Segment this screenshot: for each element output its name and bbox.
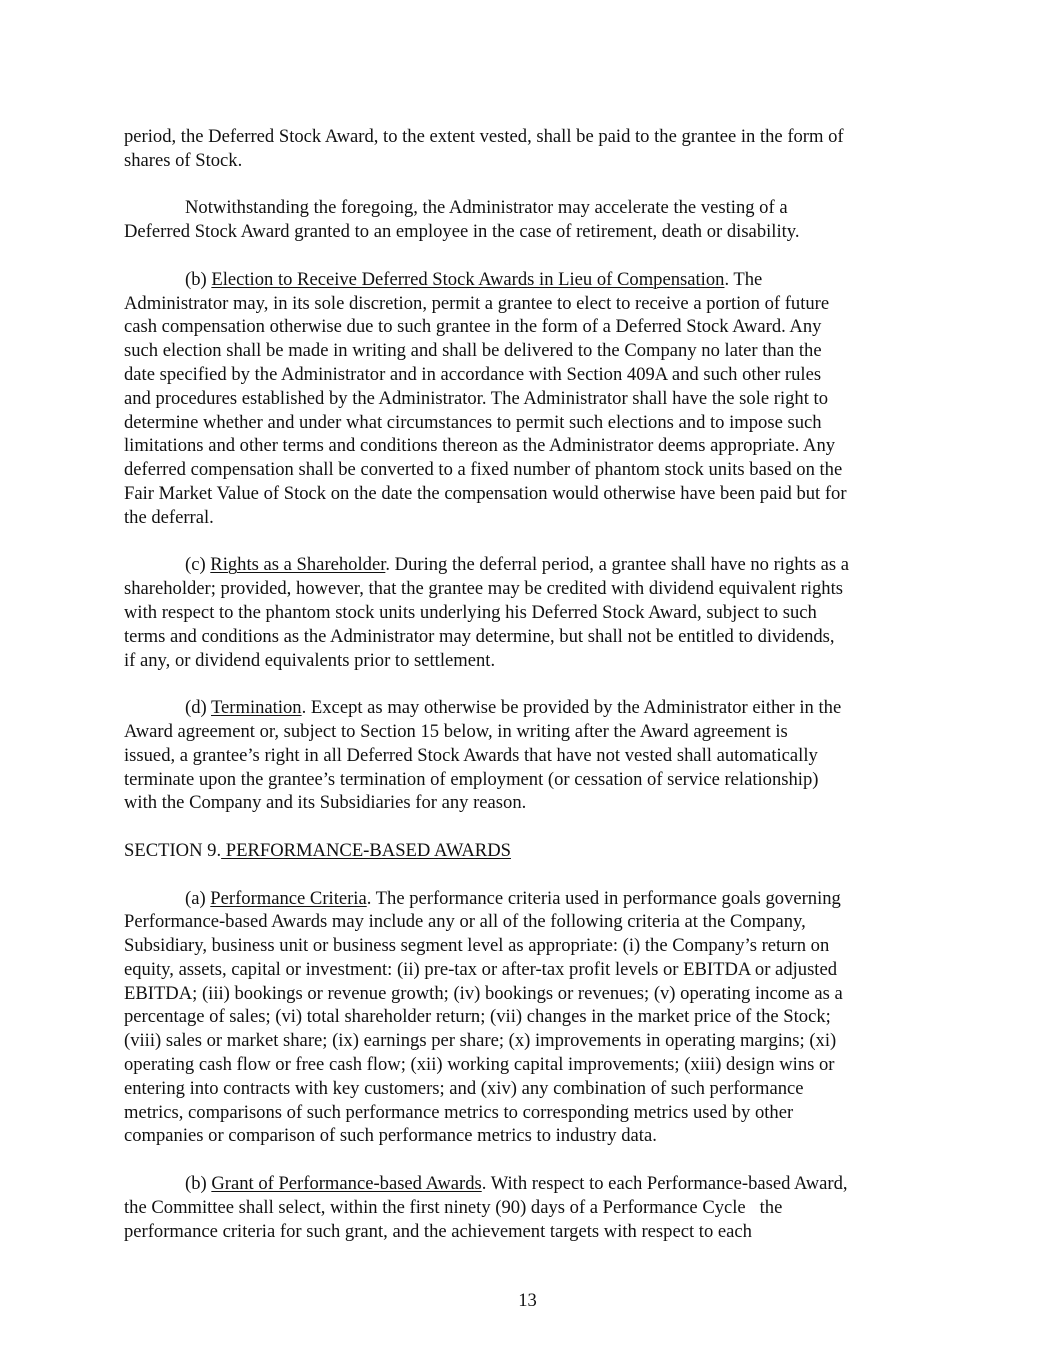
text-line: percentage of sales; (vi) total shareholder return; (vii) changes in the market price of the Stock; [124,1006,831,1028]
text-line: . The performance criteria used in performance goals governing [366,887,841,909]
text-line: shareholder; provided, however, that the grantee may be credited with dividend equivalent rights [124,578,844,600]
section-title: PERFORMANCE-BASED AWARDS [221,839,511,861]
paragraph-label: (a) [185,887,211,909]
paragraph-heading: Termination [211,697,302,719]
section-prefix: SECTION 9. [124,839,222,861]
text-line: (viii) sales or market share; (ix) earnings per share; (x) improvements in operating margins; (xi) [124,1030,837,1052]
paragraph-label: (d) [185,697,211,719]
text-line: limitations and other terms and conditions thereon as the Administrator deems appropriate. Any [124,435,836,457]
text-line: Fair Market Value of Stock on the date the compensation would otherwise have been paid but for [124,482,847,504]
text-line: the deferral. [124,506,214,528]
paragraph-heading: Grant of Performance-based Awards [211,1173,482,1195]
paragraph-heading: Rights as a Shareholder [210,554,386,576]
text-line: terms and conditions as the Administrator may determine, but shall not be entitled to dividends, [124,625,835,647]
text-line: terminate upon the grantee’s termination of employment (or cessation of service relationship) [124,768,819,790]
text-line: EBITDA; (iii) bookings or revenue growth; (iv) bookings or revenues; (v) operating income as a [124,982,843,1004]
text-line: Award agreement or, subject to Section 15 below, in writing after the Award agreement is [124,720,788,742]
text-line: determine whether and under what circumstances to permit such elections and to impose such [124,411,822,433]
text-line: Subsidiary, business unit or business segment level as appropriate: (i) the Company’s return on [124,935,830,957]
text-line: Deferred Stock Award granted to an employee in the case of retirement, death or disability. [124,221,800,243]
notwithstanding-paragraph [124,196,934,244]
text-line: shares of Stock. [124,149,243,171]
text-line: . The [724,268,763,290]
text-line: cash compensation otherwise due to such grantee in the form of a Deferred Stock Award. Any [124,316,822,338]
text-line: period, the Deferred Stock Award, to the extent vested, shall be paid to the grantee in the form of [124,126,844,147]
text-line: with the Company and its Subsidiaries for any reason. [124,792,527,814]
paragraph-heading: Performance Criteria [210,887,367,909]
section-9-heading [124,839,934,863]
paragraph-heading: Election to Receive Deferred Stock Awards in Lieu of Compensation [211,268,725,290]
text-line: Administrator may, in its sole discretion, permit a grantee to elect to receive a portion of future [124,292,830,314]
text-line: if any, or dividend equivalents prior to settlement. [124,649,496,671]
text-line: companies or comparison of such performance metrics to industry data. [124,1125,657,1147]
paragraph-d-termination [124,696,934,815]
text-line: metrics, comparisons of such performance metrics to corresponding metrics used by other [124,1101,794,1123]
paragraph-label: (b) [185,1173,212,1195]
document-page [124,125,934,1267]
text-line: Notwithstanding the foregoing, the Administrator may accelerate the vesting of a [185,197,788,219]
text-line: issued, a grantee’s right in all Deferred Stock Awards that have not vested shall automatically [124,744,818,766]
text-line: operating cash flow or free cash flow; (xii) working capital improvements; (xiii) design wins or [124,1054,835,1076]
text-line: the Committee shall select, within the first ninety (90) days of a Performance Cycle the [124,1196,783,1218]
paragraph-b-election [124,268,934,530]
text-line: entering into contracts with key customers; and (xiv) any combination of such performance [124,1077,804,1099]
intro-paragraph [124,125,934,173]
text-line: performance criteria for such grant, and the achievement targets with respect to each [124,1220,752,1242]
text-line: . During the deferral period, a grantee shall have no rights as a [385,554,849,576]
paragraph-c-rights [124,553,934,672]
text-line: with respect to the phantom stock units underlying his Deferred Stock Award, subject to such [124,601,817,623]
text-line: Performance-based Awards may include any or all of the following criteria at the Company, [124,911,806,933]
text-line: . With respect to each Performance-based Award, [481,1173,848,1195]
paragraph-9a-performance-criteria [124,887,934,1149]
paragraph-9b-grant [124,1172,934,1243]
text-line: deferred compensation shall be converted to a fixed number of phantom stock units based on the [124,459,843,481]
text-line: and procedures established by the Administrator. The Administrator shall have the sole right to [124,387,829,409]
text-line: such election shall be made in writing and shall be delivered to the Company no later than the [124,340,822,362]
text-line: date specified by the Administrator and in accordance with Section 409A and such other rules [124,363,822,385]
paragraph-label: (c) [185,554,211,576]
paragraph-label: (b) [185,268,212,290]
page-number: 13 [518,1290,537,1311]
text-line: . Except as may otherwise be provided by the Administrator either in the [301,697,842,719]
text-line: equity, assets, capital or investment: (ii) pre-tax or after-tax profit levels or EBITDA or adjusted [124,958,838,980]
